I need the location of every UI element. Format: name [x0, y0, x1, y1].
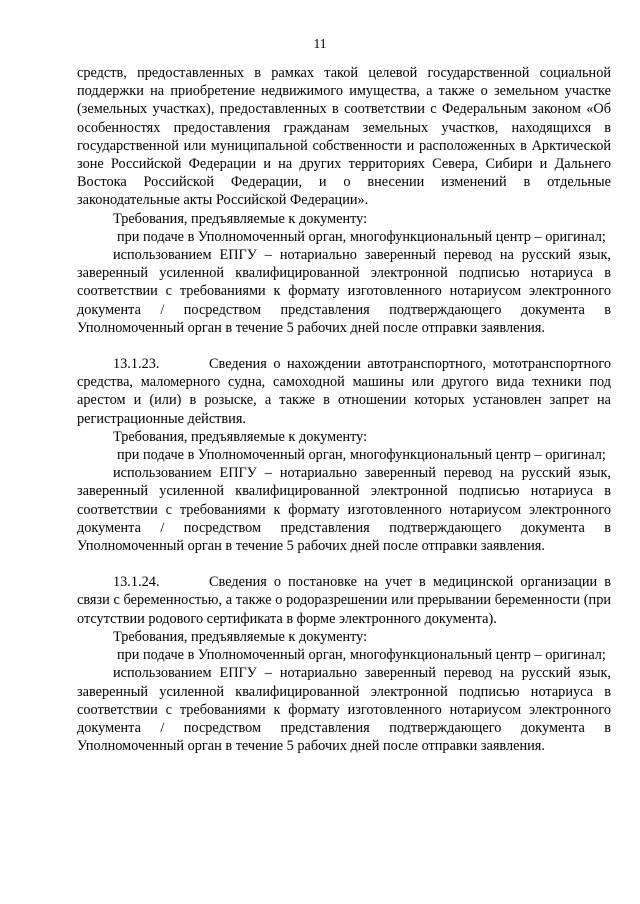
section-number: 13.1.24.	[113, 574, 160, 591]
requirements-heading: Требования, предъявляемые к документу:	[113, 210, 368, 227]
section-spacer	[77, 555, 611, 573]
section-title-paragraph	[77, 573, 611, 628]
section-title: Сведения о постановке на учет в медицинской организации в связи с беременностью, а также о родоразрешении или прерывании беременности (при отсутствии родового сертификата в форме электронного документа).	[77, 574, 611, 627]
requirements-heading: Требования, предъявляемые к документу:	[113, 428, 368, 445]
page-number: 11	[313, 36, 327, 51]
section-title: Сведения о нахождении автотранспортного, мототранспортного средства, маломерного судна, самоходной машины или другого вида техники под арестом и (или) в розыске, а также в отношении которых установлен запрет на регистрационные действия.	[77, 356, 611, 427]
requirement-epgu: использованием ЕПГУ – нотариально заверенный перевод на русский язык, заверенный усиленной квалифицированной электронной подписью нотариуса в соответствии с требованиями к формату изготовленного нотариусом электронного документа / посредством представления подтверждающего документа в Уполномоченный орган в течение 5 рабочих дней после отправки заявления.	[77, 665, 611, 755]
requirements-heading: Требования, предъявляемые к документу:	[113, 628, 368, 645]
section-title-paragraph	[77, 355, 611, 428]
section-spacer	[77, 337, 611, 355]
requirement-epgu: использованием ЕПГУ – нотариально заверенный перевод на русский язык, заверенный усиленной квалифицированной электронной подписью нотариуса в соответствии с требованиями к формату изготовленного нотариусом электронного документа / посредством представления подтверждающего документа в Уполномоченный орган в течение 5 рабочих дней после отправки заявления.	[77, 465, 611, 555]
document-body	[77, 64, 611, 755]
intro-paragraph: средств, предоставленных в рамках такой целевой государственной социальной поддержки на приобретение недвижимого имущества, а также о земельном участке (земельных участках), предоставленных в соответствии с Федеральным законом «Об особенностях предоставления гражданам земельных участков, находящихся в государственной или муниципальной собственности и расположенных в Арктической зоне Российской Федерации и на других территориях Севера, Сибири и Дальнего Востока Российской Федерации, и о внесении изменений в отдельные законодательные акты Российской Федерации».	[77, 65, 611, 209]
section-number: 13.1.23.	[113, 356, 160, 373]
requirement-office: при подаче в Уполномоченный орган, многофункциональный центр – оригинал;	[117, 447, 606, 464]
requirement-office: при подаче в Уполномоченный орган, многофункциональный центр – оригинал;	[117, 647, 606, 664]
requirement-epgu: использованием ЕПГУ – нотариально заверенный перевод на русский язык, заверенный усиленной квалифицированной электронной подписью нотариуса в соответствии с требованиями к формату изготовленного нотариусом электронного документа / посредством представления подтверждающего документа в Уполномоченный орган в течение 5 рабочих дней после отправки заявления.	[77, 247, 611, 336]
requirement-office: при подаче в Уполномоченный орган, многофункциональный центр – оригинал;	[117, 228, 606, 245]
